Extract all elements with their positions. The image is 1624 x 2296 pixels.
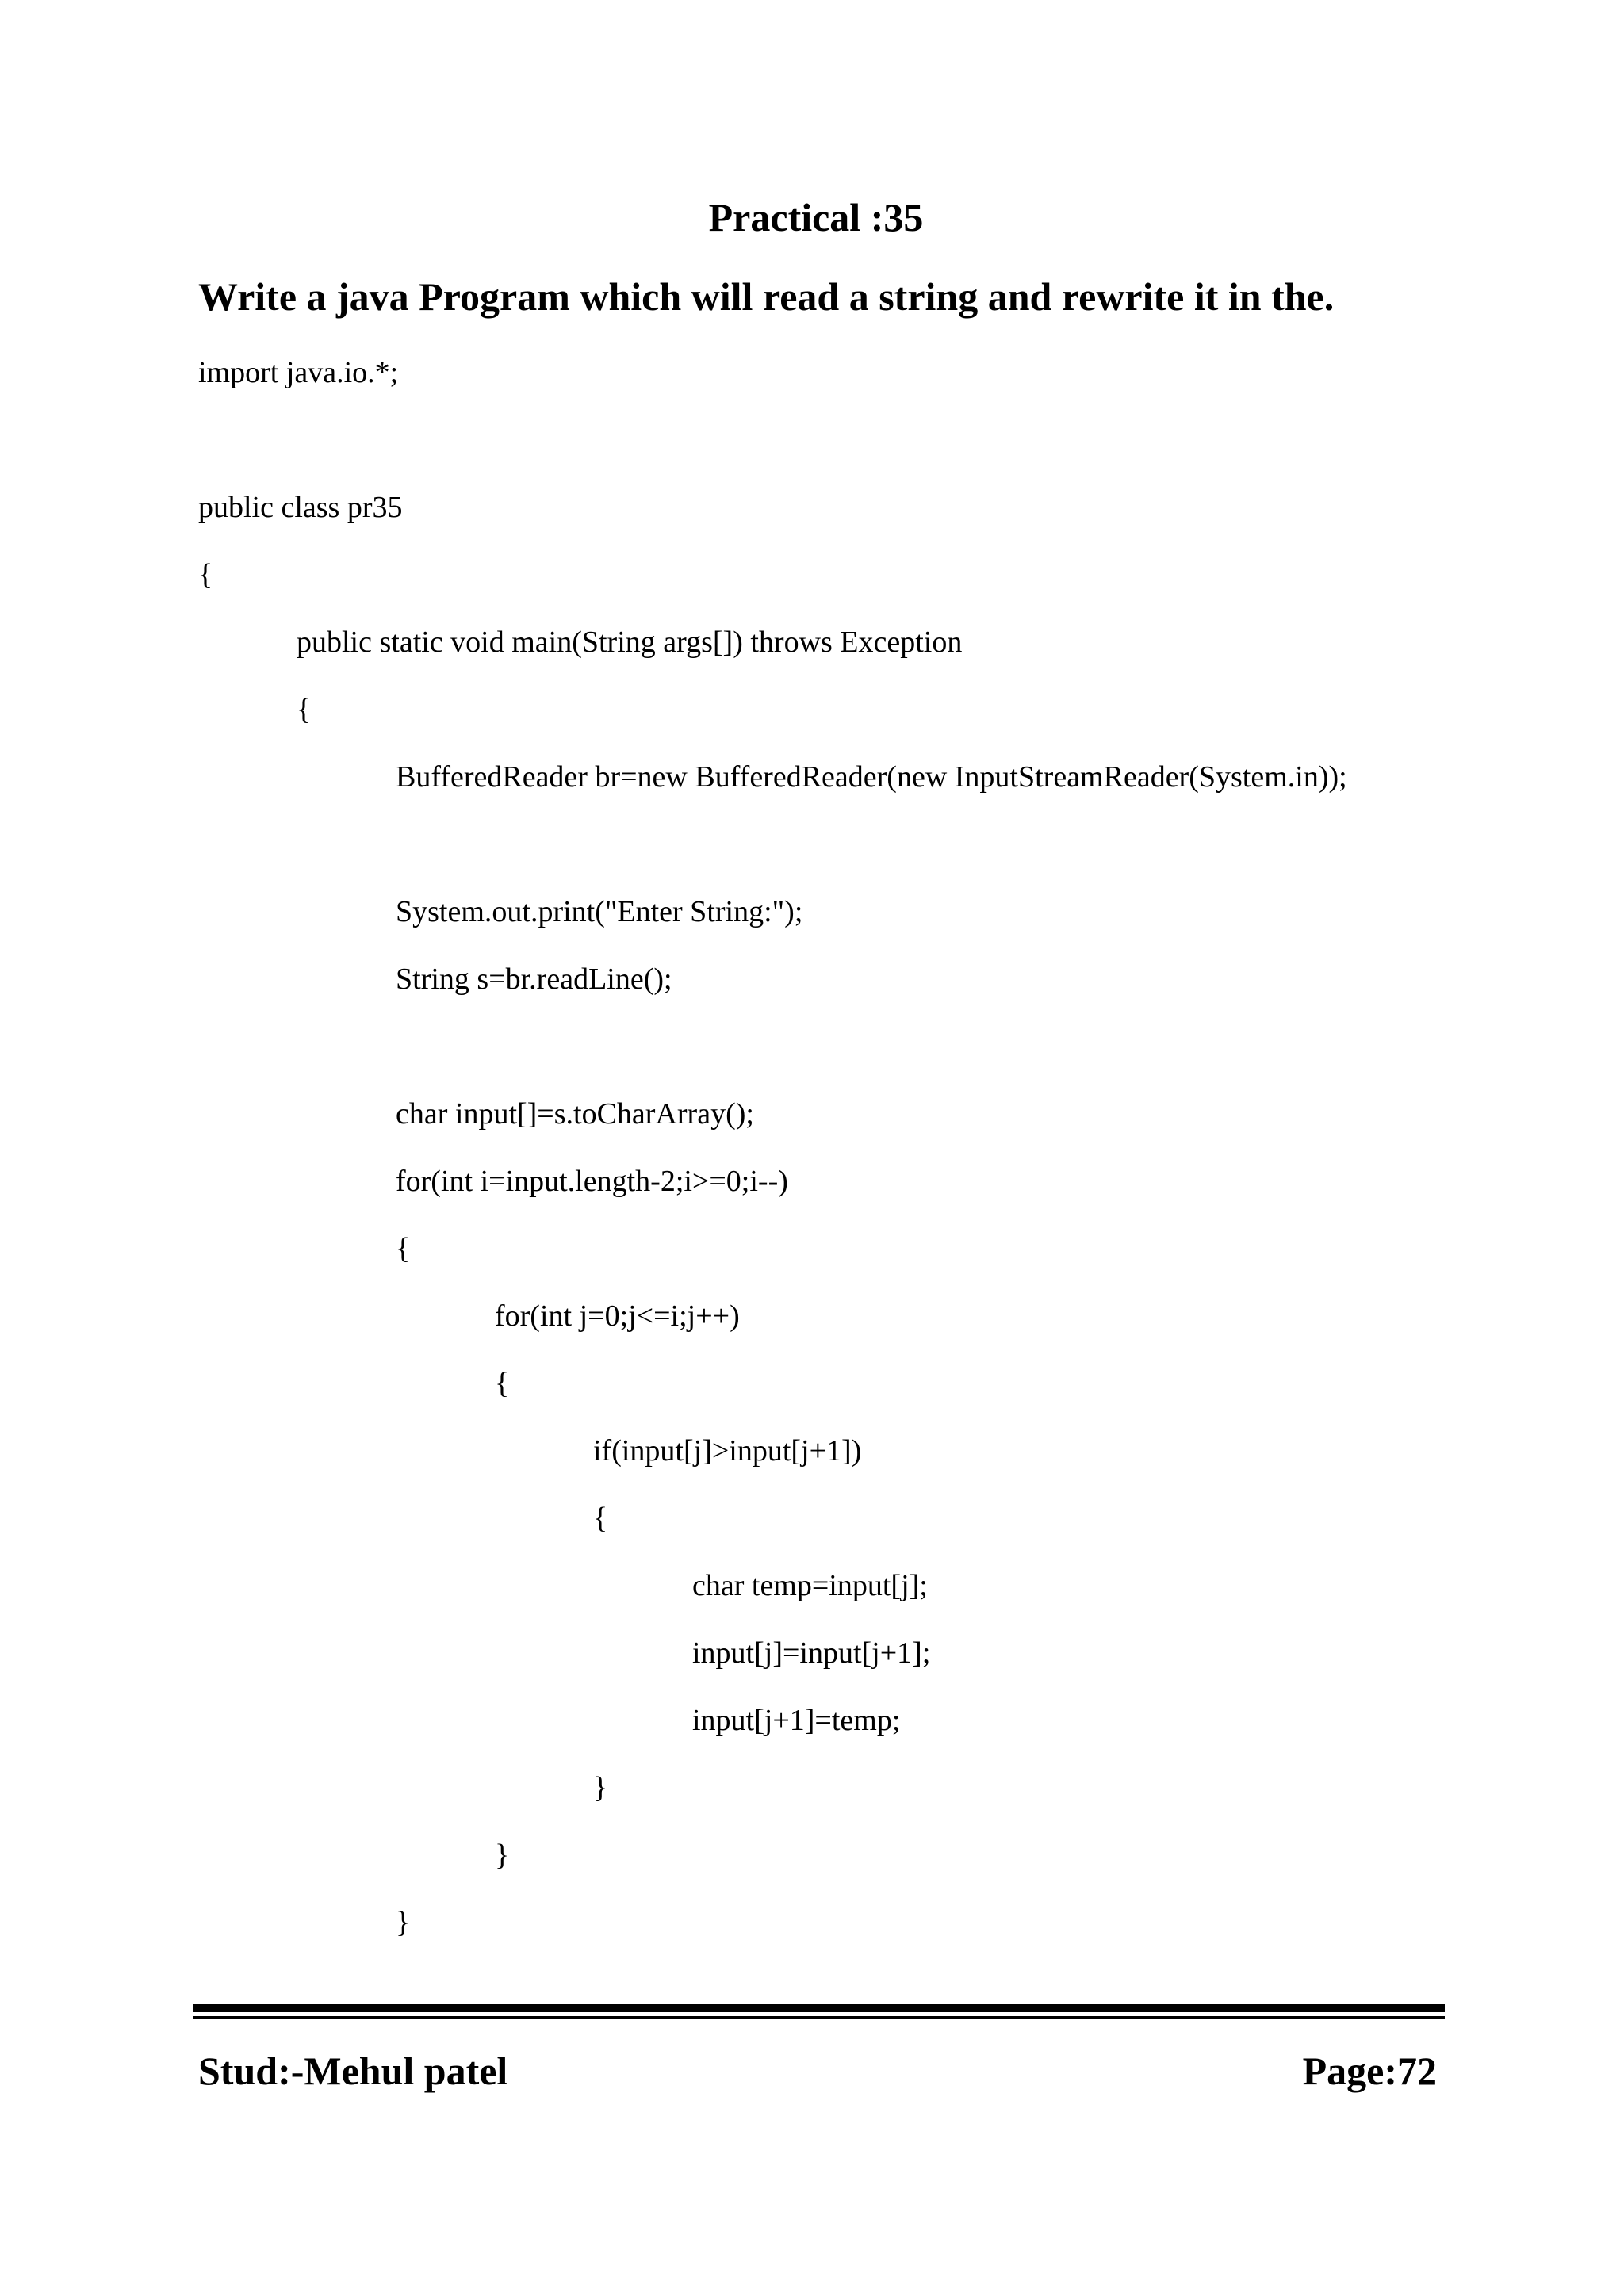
code-line: { (495, 1367, 510, 1400)
code-line: for(int j=0;j<=i;j++) (495, 1299, 740, 1333)
code-line: public static void main(String args[]) throws Exception (297, 626, 963, 659)
code-line: input[j+1]=temp; (692, 1704, 901, 1737)
student-name: Stud:-Mehul patel (198, 2049, 508, 2093)
page-title (0, 193, 1624, 241)
code-line: { (396, 1232, 411, 1265)
code-line: } (396, 1906, 411, 1939)
code-line: String s=br.readLine(); (396, 962, 672, 996)
code-line: input[j]=input[j+1]; (692, 1636, 931, 1670)
code-line: if(input[j]>input[j+1]) (593, 1434, 862, 1468)
code-line: BufferedReader br=new BufferedReader(new InputStreamReader(System.in)); (396, 760, 1347, 794)
code-line: public class pr35 (198, 491, 403, 524)
code-line: } (593, 1771, 608, 1804)
code-line: { (593, 1502, 608, 1535)
problem-statement: Write a java Program which will read a string and rewrite it in the. (198, 274, 1335, 319)
code-line: } (495, 1839, 510, 1872)
page-title-text: Practical :35 (708, 195, 924, 239)
code-line: System.out.print("Enter String:"); (396, 895, 803, 928)
footer-divider-thick (193, 2004, 1445, 2012)
code-line: char input[]=s.toCharArray(); (396, 1097, 754, 1131)
code-line: import java.io.*; (198, 356, 399, 389)
code-line: { (198, 558, 213, 591)
code-line: for(int i=input.length-2;i>=0;i--) (396, 1165, 788, 1198)
footer-divider-thin (193, 2016, 1445, 2019)
code-line: char temp=input[j]; (692, 1569, 928, 1602)
code-line: { (297, 693, 312, 726)
page-number: Page:72 (1302, 2049, 1437, 2093)
